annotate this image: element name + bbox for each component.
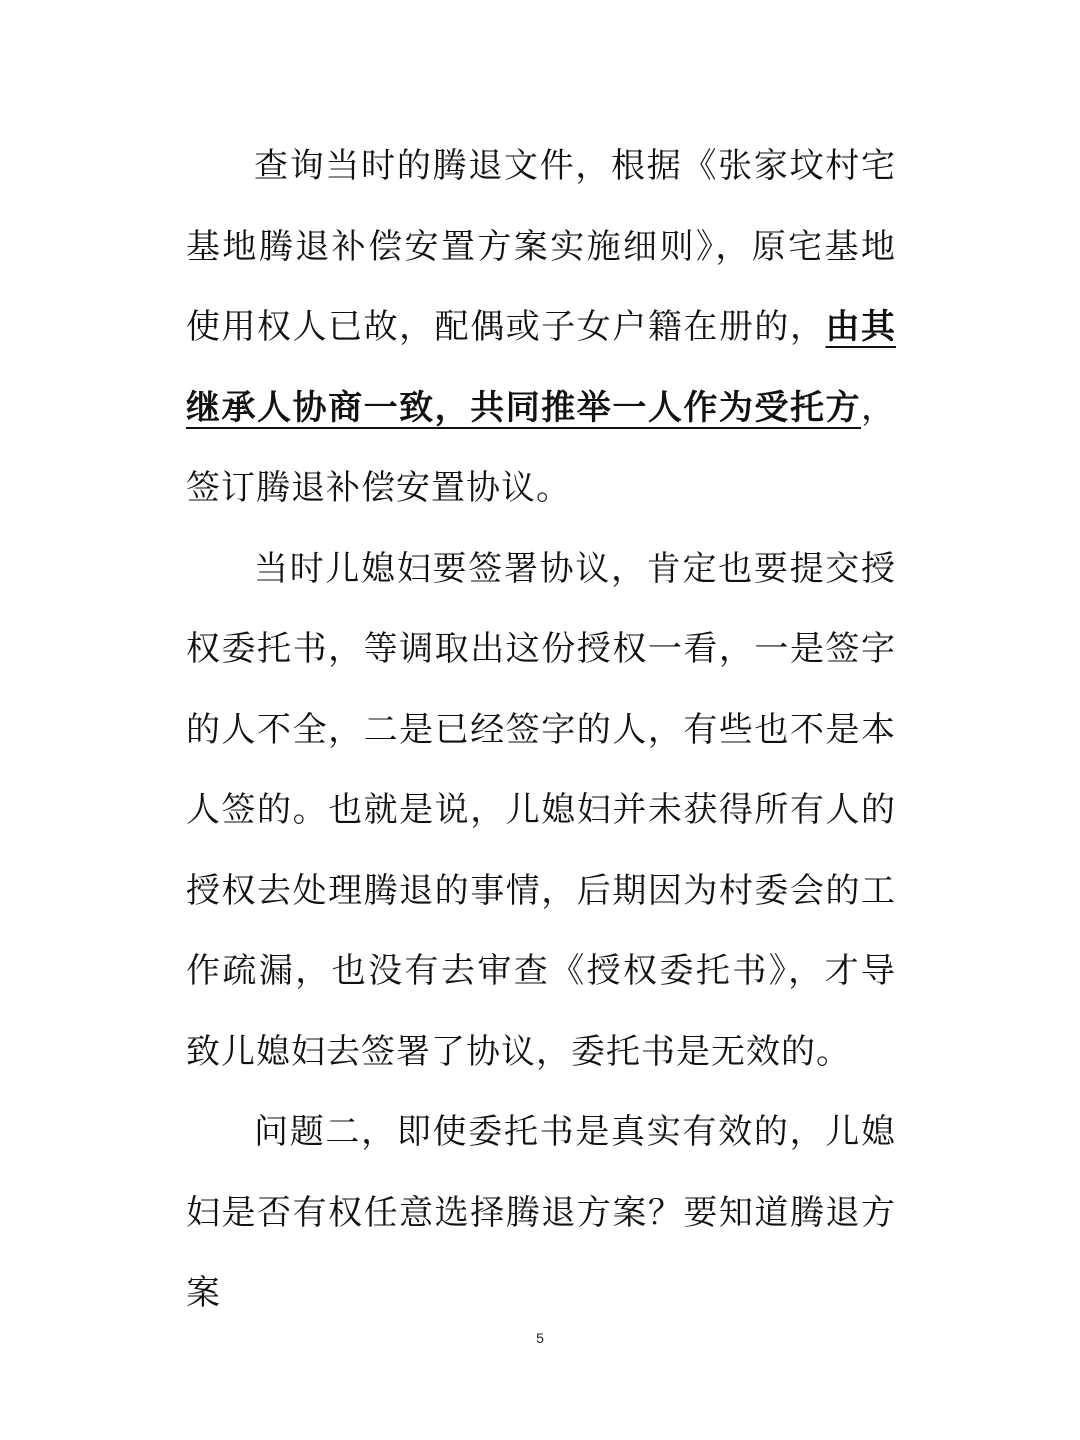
paragraph-1-emphasis: 由其继承人协商一致，共同推举一人作为受托方 <box>186 307 897 428</box>
paragraph-1-text-end: ，签订腾退补偿安置协议。 <box>186 387 896 508</box>
paragraph-2: 当时儿媳妇要签署协议，肯定也要提交授权委托书，等调取出这份授权一看，一是签字的人不全，二是已经签字的人，有些也不是本人签的。也就是说，儿媳妇并未获得所有人的授权去处理腾退的事情，后期因为村委会的工作疏漏，也没有去审查《授权委托书》，才导致儿媳妇去签署了协议，委托书是无效的。 <box>186 548 896 1072</box>
paragraph-3: 问题二，即使委托书是真实有效的，儿媳妇是否有权任意选择腾退方案？要知道腾退方案 <box>186 1112 896 1313</box>
paragraph-1-text: 查询当时的腾退文件，根据《张家坟村宅基地腾退补偿安置方案实施细则》，原宅基地使用权人已故，配偶或子女户籍在册的， <box>186 146 896 347</box>
page-number: 5 <box>536 1330 544 1346</box>
body-text <box>186 126 896 1334</box>
paragraph-1 <box>186 126 896 529</box>
